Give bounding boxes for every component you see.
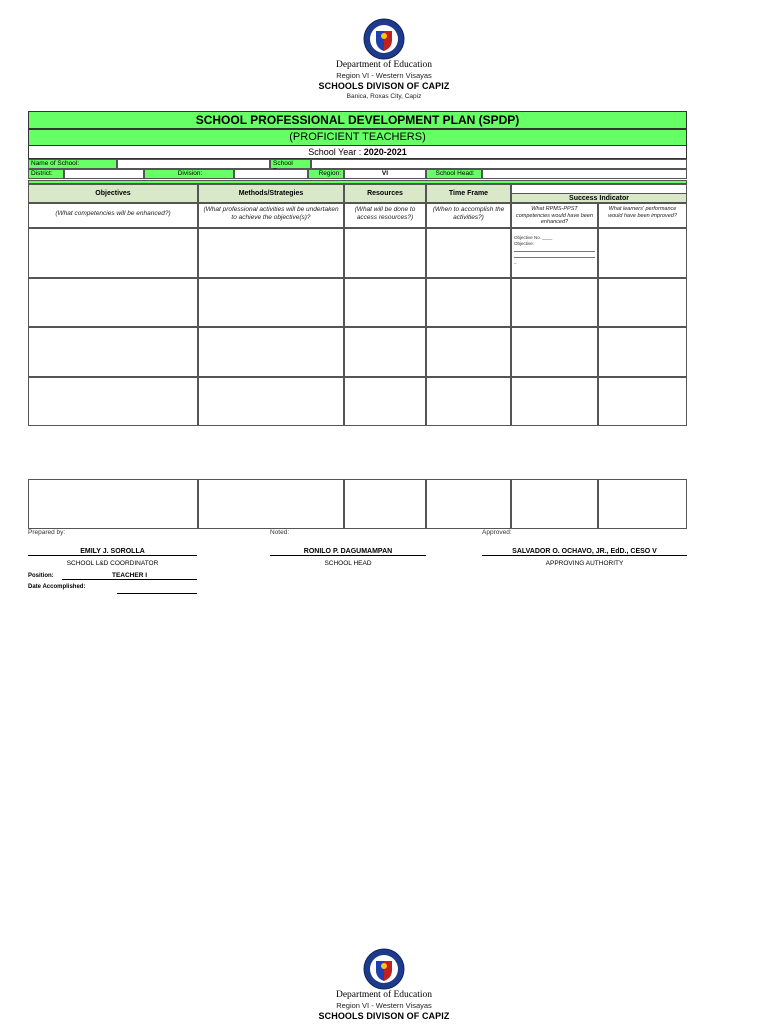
row3-resources[interactable] <box>344 327 426 377</box>
row5-rpms[interactable] <box>511 479 598 529</box>
row3-learners[interactable] <box>598 327 687 377</box>
school-year-label: School Year : <box>308 147 362 157</box>
school-type-label: School <box>270 159 311 169</box>
objective-number-label: Objective No. ____ <box>514 235 553 240</box>
desc-objectives: (What competencies will be enhanced?) <box>28 203 198 228</box>
position-field[interactable]: TEACHER I <box>62 572 197 580</box>
objective-line-end: _ <box>514 259 517 264</box>
school-year-value: 2020-2021 <box>363 147 407 157</box>
col-header-resources: Resources <box>344 184 426 203</box>
document-title: SCHOOL PROFESSIONAL DEVELOPMENT PLAN (SPDP) <box>28 111 687 129</box>
col-header-objectives: Objectives <box>28 184 198 203</box>
row3-methods[interactable] <box>198 327 344 377</box>
letterhead <box>0 18 768 102</box>
row4-resources[interactable] <box>344 377 426 426</box>
prepared-by-role: SCHOOL L&D COORDINATOR <box>66 560 159 567</box>
row2-objectives[interactable] <box>28 278 198 327</box>
approved-label: Approved: <box>482 529 512 536</box>
row4-objectives[interactable] <box>28 377 198 426</box>
approved-by-name: SALVADOR O. OCHAVO, JR., EdD., CESO V <box>482 548 687 556</box>
noted-by-role: SCHOOL HEAD <box>324 560 372 567</box>
row2-resources[interactable] <box>344 278 426 327</box>
department-name: Department of Education <box>335 60 433 70</box>
date-accomplished-field[interactable] <box>117 584 197 594</box>
row5-learners[interactable] <box>598 479 687 529</box>
school-head-field[interactable] <box>482 169 687 179</box>
row3-time-frame[interactable] <box>426 327 511 377</box>
name-of-school-label: Name of School: <box>28 159 117 169</box>
date-accomplished-label: Date Accomplished: <box>28 584 86 590</box>
row5-methods[interactable] <box>198 479 344 529</box>
row1-methods[interactable] <box>198 228 344 278</box>
desc-methods: (What professional activities will be undertaken to achieve the objective(s)? <box>198 203 344 228</box>
row2-methods[interactable] <box>198 278 344 327</box>
objective-label: Objective: <box>514 240 535 246</box>
row4-time-frame[interactable] <box>426 377 511 426</box>
row4-rpms[interactable] <box>511 377 598 426</box>
position-label: Position: <box>28 573 54 579</box>
row3-rpms[interactable] <box>511 327 598 377</box>
desc-rpms: What RPMS-PPST competencies would have been enhanced? <box>511 203 598 228</box>
division-field[interactable] <box>234 169 308 179</box>
objective-line <box>514 253 595 258</box>
division-label: Division: <box>144 169 234 179</box>
row1-objectives[interactable] <box>28 228 198 278</box>
region-label: Region: <box>308 169 344 179</box>
noted-by-name: RONILO P. DAGUMAMPAN <box>270 548 426 556</box>
row4-learners[interactable] <box>598 377 687 426</box>
district-field[interactable] <box>64 169 144 179</box>
school-head-label: School Head: <box>426 169 482 179</box>
desc-resources: (What will be done to access resources?) <box>344 203 426 228</box>
row2-time-frame[interactable] <box>426 278 511 327</box>
col-header-success-indicator: Success Indicator <box>511 193 687 203</box>
col-header-time-frame: Time Frame <box>426 184 511 203</box>
row5-time-frame[interactable] <box>426 479 511 529</box>
region-name: Region VI - Western Visayas <box>336 1001 432 1010</box>
division-name: SCHOOLS DIVISON OF CAPIZ <box>318 1011 450 1021</box>
division-name: SCHOOLS DIVISON OF CAPIZ <box>318 81 450 91</box>
row5-resources[interactable] <box>344 479 426 529</box>
row4-methods[interactable] <box>198 377 344 426</box>
row1-time-frame[interactable] <box>426 228 511 278</box>
prepared-by-label: Prepared by: <box>28 529 66 536</box>
noted-label: Noted: <box>270 529 290 536</box>
desc-learners: What learners' performance would have been improved? <box>598 203 687 228</box>
school-year-row <box>28 146 687 159</box>
row1-resources[interactable] <box>344 228 426 278</box>
department-name: Department of Education <box>335 990 433 1000</box>
division-address: Banica, Roxas City, Capiz <box>346 93 422 100</box>
deped-seal-icon <box>358 18 410 60</box>
document-subtitle: (PROFICIENT TEACHERS) <box>28 129 687 146</box>
deped-seal-icon <box>358 948 410 990</box>
row5-objectives[interactable] <box>28 479 198 529</box>
prepared-by-name: EMILY J. SOROLLA <box>28 548 197 556</box>
school-type-field[interactable] <box>311 159 687 169</box>
letterhead-next-page <box>0 948 768 1022</box>
row2-rpms[interactable] <box>511 278 598 327</box>
col-header-methods: Methods/Strategies <box>198 184 344 203</box>
district-label: District: <box>28 169 64 179</box>
name-of-school-field[interactable] <box>117 159 270 169</box>
objective-line <box>514 247 595 252</box>
row1-rpms[interactable] <box>511 228 598 278</box>
desc-time-frame: (When to accomplish the activities?) <box>426 203 511 228</box>
row3-objectives[interactable] <box>28 327 198 377</box>
row2-learners[interactable] <box>598 278 687 327</box>
region-field[interactable]: VI <box>344 169 426 179</box>
region-name: Region VI - Western Visayas <box>336 71 432 80</box>
approved-by-role: APPROVING AUTHORITY <box>545 560 624 567</box>
row1-learners[interactable] <box>598 228 687 278</box>
